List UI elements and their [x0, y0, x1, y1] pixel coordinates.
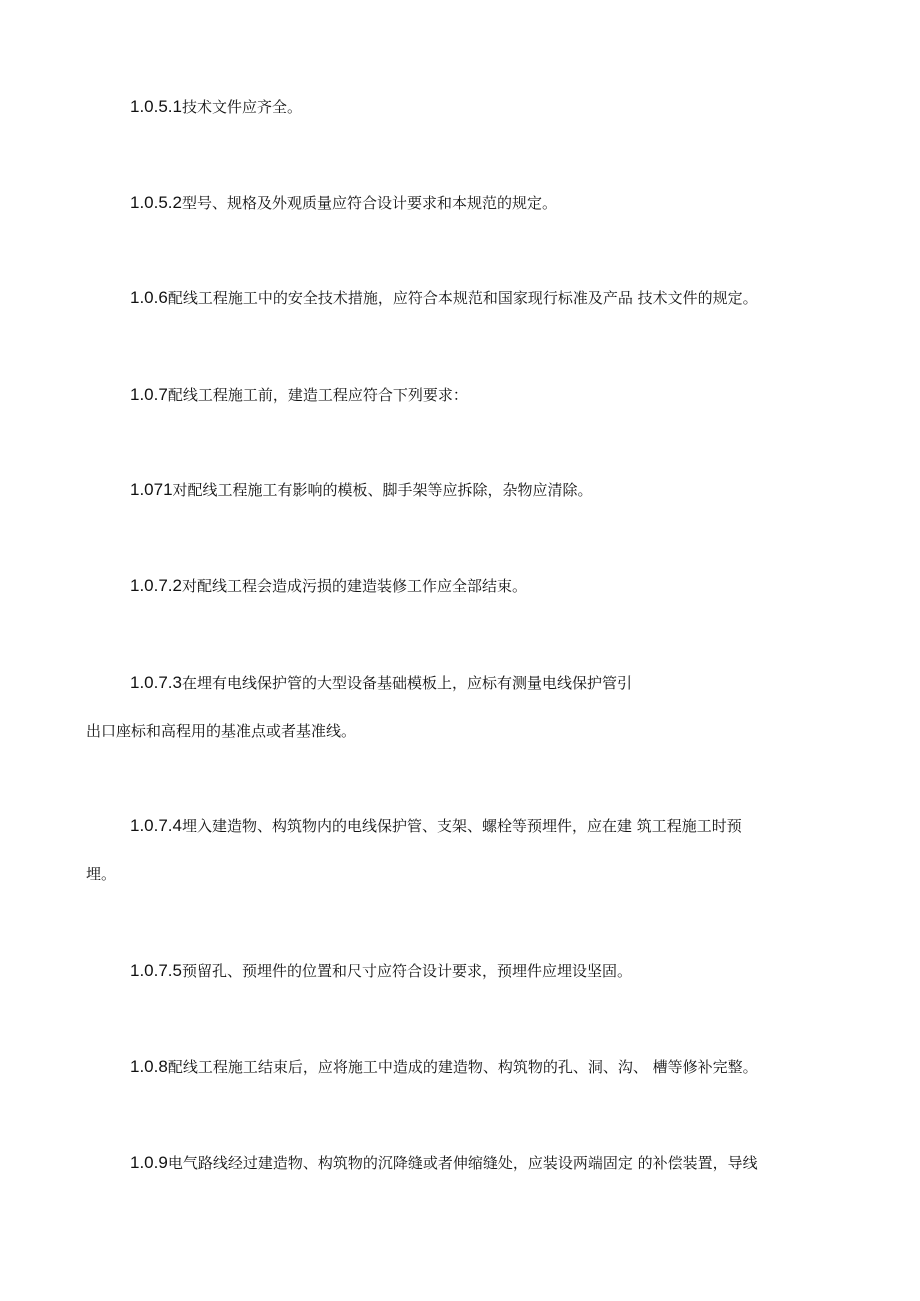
clause-1-0-9 — [130, 1153, 758, 1173]
clause-1-0-7-3-continuation — [86, 721, 356, 741]
clause-text: 型号、规格及外观质量应符合设计要求和本规范的规定。 — [182, 194, 558, 212]
clause-1-0-7 — [130, 385, 468, 405]
clause-number: 1.0.7.3 — [130, 673, 182, 692]
clause-number: 1.0.9 — [130, 1153, 168, 1172]
clause-text-continuation: 出口座标和高程用的基准点或者基准线。 — [86, 722, 357, 740]
clause-number: 1.071 — [130, 480, 173, 499]
clause-1-0-8 — [130, 1057, 758, 1077]
clause-1-0-7-3 — [130, 673, 632, 693]
clause-number: 1.0.7.2 — [130, 576, 182, 595]
clause-1-0-7-4-continuation — [86, 864, 116, 884]
clause-text: 对配线工程施工有影响的模板、脚手架等应拆除，杂物应清除。 — [172, 481, 593, 499]
clause-number: 1.0.5.1 — [130, 97, 182, 116]
clause-number: 1.0.6 — [130, 288, 168, 307]
clause-1-0-6 — [130, 288, 758, 308]
clause-text: 技术文件应齐全。 — [182, 98, 303, 116]
clause-number: 1.0.7 — [130, 385, 168, 404]
clause-1-0-7-1 — [130, 480, 593, 500]
clause-number: 1.0.5.2 — [130, 193, 182, 212]
clause-1-0-7-4 — [130, 816, 742, 836]
clause-text: 埋入建造物、构筑物内的电线保护管、支架、螺栓等预埋件，应在建 筑工程施工时预 — [182, 817, 742, 835]
clause-1-0-5-2 — [130, 193, 557, 213]
clause-1-0-7-2 — [130, 576, 527, 596]
clause-number: 1.0.7.4 — [130, 816, 182, 835]
clause-text: 电气路线经过建造物、构筑物的沉降缝或者伸缩缝处，应装设两端固定 的补偿装置，导线 — [167, 1154, 758, 1172]
clause-text: 配线工程施工中的安全技术措施，应符合本规范和国家现行标准及产品 技术文件的规定。 — [167, 289, 758, 307]
clause-1-0-5-1 — [130, 97, 302, 117]
clause-text: 配线工程施工前，建造工程应符合下列要求： — [167, 386, 468, 404]
clause-text: 在埋有电线保护管的大型设备基础模板上，应标有测量电线保护管引 — [182, 674, 633, 692]
clause-1-0-7-5 — [130, 961, 632, 981]
clause-text: 对配线工程会造成污损的建造装修工作应全部结束。 — [182, 577, 528, 595]
clause-number: 1.0.7.5 — [130, 961, 182, 980]
clause-text: 预留孔、预埋件的位置和尺寸应符合设计要求，预埋件应埋设坚固。 — [182, 962, 633, 980]
clause-number: 1.0.8 — [130, 1057, 168, 1076]
clause-text: 配线工程施工结束后，应将施工中造成的建造物、构筑物的孔、洞、沟、 槽等修补完整。 — [167, 1058, 758, 1076]
clause-text-continuation: 埋。 — [86, 865, 117, 883]
